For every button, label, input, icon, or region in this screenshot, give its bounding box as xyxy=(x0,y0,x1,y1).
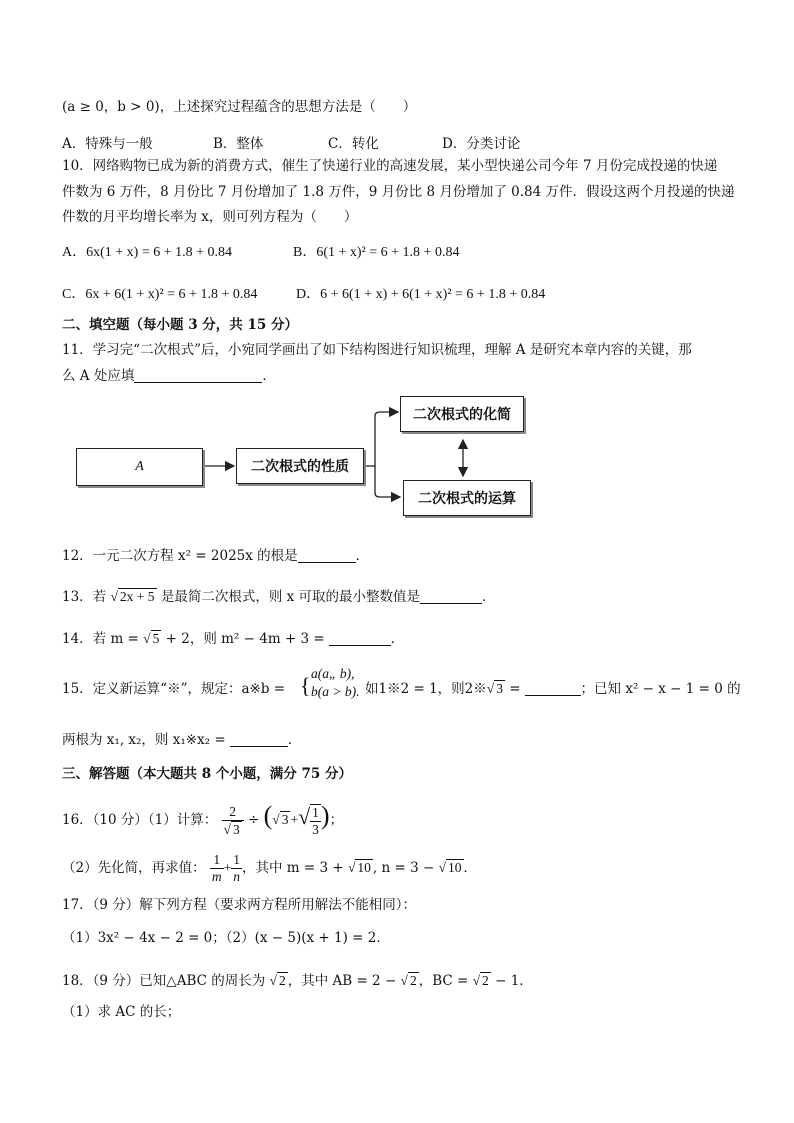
q15-case2: b(a > b). xyxy=(311,684,360,699)
q9-option-d: D．分类讨论 xyxy=(442,136,521,152)
q12: 12．一元二次方程 x² = 2025x 的根是 ． xyxy=(62,548,370,564)
q15-line1-rest: 如1※2 = 1，则2※√ 3 = ；已知 x² − x − 1 = 0 的 xyxy=(365,681,741,697)
section2-title: 二、填空题（每小题 3 分，共 15 分） xyxy=(62,317,298,333)
q18-line1: 18．（9 分）已知△ABC 的周长为 √ 2 ，其中 AB = 2 − √ 2 ，BC = √ 2 − 1． xyxy=(62,973,533,989)
q15-answer-blank-2[interactable] xyxy=(230,732,288,747)
q10-line3: 件数的月平均增长率为 x，则可列方程为（ ） xyxy=(62,209,358,225)
q16-part2: （2）先化简，再求值： $\frac{1}{m}$ + $\frac{1}{n}$ ，其中 m = 3 + √ 10 , n = 3 − √ 10 ． xyxy=(62,852,477,884)
q16-fraction-1: $\frac{2}{√ 3}$ xyxy=(222,804,244,838)
q15-answer-blank-1[interactable] xyxy=(525,681,581,696)
q9-option-c: C．转化 xyxy=(328,136,379,152)
q15-line1: 15．定义新运算“※”，规定：a※b = xyxy=(62,681,286,697)
q13: 13．若 √ 2x + 5 是最简二次根式，则 x 可取的最小整数值是 ． xyxy=(62,589,496,605)
arrow-property-to-operation xyxy=(375,466,400,497)
q13-radicand: 2x + 5 xyxy=(119,589,155,604)
q11-line2: 么 A 处应填 ． xyxy=(62,368,276,384)
q13-answer-blank[interactable] xyxy=(420,589,482,604)
diagram-box-property: 二次根式的性质 xyxy=(236,448,364,484)
diagram-box-a: A xyxy=(76,448,203,486)
q9-option-b: B．整体 xyxy=(213,136,264,152)
q10-option-c: C．6x + 6(1 + x)² = 6 + 1.8 + 0.84 xyxy=(62,287,258,302)
q10-option-a: A．6x(1 + x) = 6 + 1.8 + 0.84 xyxy=(62,245,233,260)
q11-line1: 11．学习完“二次根式”后，小宛同学画出了如下结构图进行知识梳理，理解 A 是研究本章内容的关键，那 xyxy=(62,342,692,358)
q15-line2: 两根为 x₁, x₂，则 x₁※x₂ = ． xyxy=(62,732,302,748)
q10-line2: 件数为 6 万件，8 月份比 7 月份增加了 1.8 万件，9 月份比 8 月份增加了 0.84 万件．假设这两个月投递的快递 xyxy=(62,184,735,200)
q9-condition: (a ≥ 0，b > 0)，上述探究过程蕴含的思想方法是（ ） xyxy=(62,99,417,115)
q15-cases xyxy=(311,665,359,701)
q18-sub1: （1）求 AC 的长； xyxy=(62,1004,181,1020)
q10-option-b: B．6(1 + x)² = 6 + 1.8 + 0.84 xyxy=(293,245,460,260)
q9-option-a: A．特殊与一般 xyxy=(62,136,153,152)
q10-line1: 10．网络购物已成为新的消费方式，催生了快递行业的高速发展，某小型快递公司今年 7 月份完成投递的快递 xyxy=(62,158,718,174)
diagram-box-operation: 二次根式的运算 xyxy=(403,480,531,516)
q12-answer-blank[interactable] xyxy=(298,548,356,563)
q14: 14．若 m = √ 5 + 2，则 m² − 4m + 3 = ． xyxy=(62,631,405,647)
q16-part1: 16．（10 分）（1）计算： $\frac{2}{√ 3}$ ÷ (√ 3 +√ $\frac{1}{3}$ )； xyxy=(62,801,344,837)
q10-option-d: D．6 + 6(1 + x) + 6(1 + x)² = 6 + 1.8 + 0.84 xyxy=(296,287,546,302)
q15-case1: a(a„ b), xyxy=(311,666,355,681)
section3-title: 三、解答题（本大题共 8 个小题，满分 75 分） xyxy=(62,766,352,782)
q17-line1: 17．（9 分）解下列方程（要求两方程所用解法不能相同）： xyxy=(62,897,417,913)
q11-line2-text: 么 A 处应填 xyxy=(62,368,135,384)
q14-radicand: 5 xyxy=(152,631,160,646)
q17-line2: （1）3x² − 4x − 2 = 0；（2）(x − 5)(x + 1) = 2． xyxy=(62,930,390,946)
q14-answer-blank[interactable] xyxy=(329,631,391,646)
q15-brace: { xyxy=(300,673,311,698)
diagram-box-simplify: 二次根式的化简 xyxy=(400,396,524,432)
arrow-property-to-simplify xyxy=(364,412,398,466)
q12-text: 12．一元二次方程 x² = 2025x 的根是 xyxy=(62,548,298,564)
